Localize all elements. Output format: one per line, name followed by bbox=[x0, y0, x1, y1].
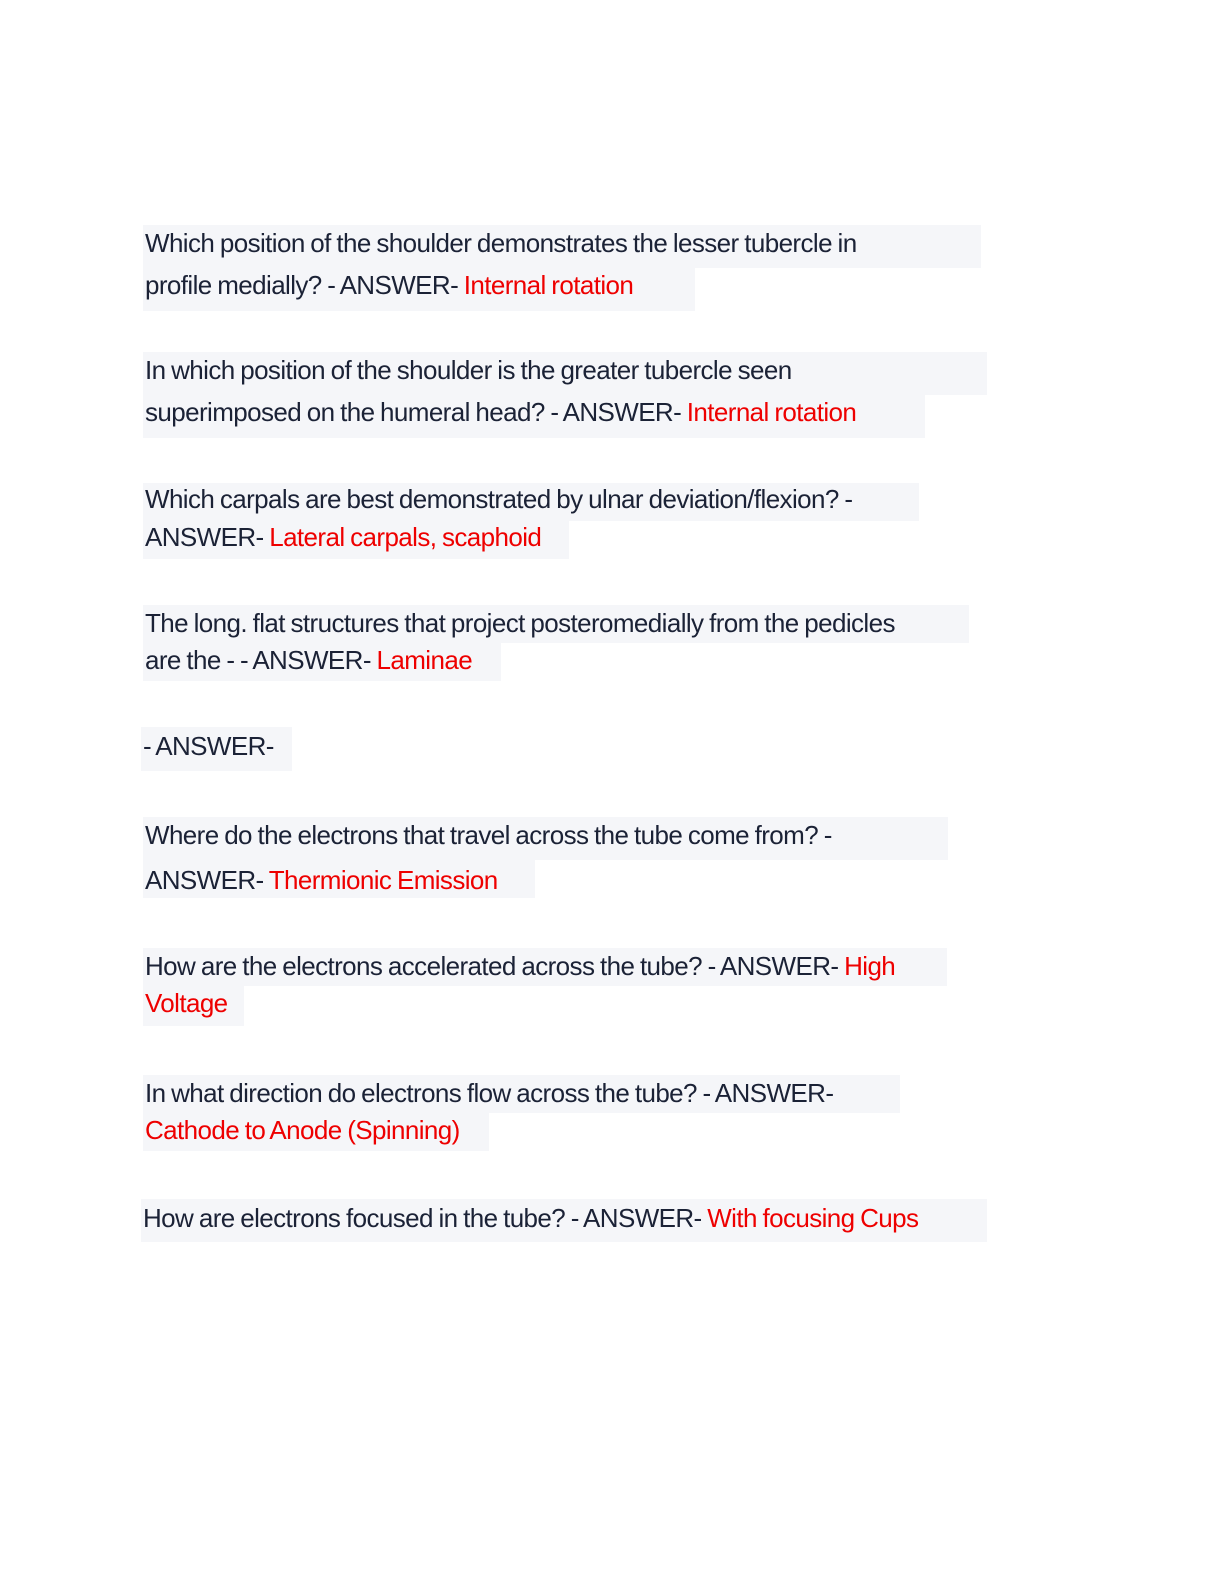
question-line bbox=[143, 268, 695, 311]
answer-text: Cathode to Anode (Spinning) bbox=[145, 1115, 460, 1145]
question-line bbox=[143, 1113, 489, 1151]
question-text: In which position of the shoulder is the greater tubercle seen bbox=[145, 355, 792, 385]
question-text: Where do the electrons that travel across the tube come from? - bbox=[145, 820, 832, 850]
question-text: How are electrons focused in the tube? - bbox=[143, 1203, 579, 1233]
question-text: superimposed on the humeral head? - bbox=[145, 397, 559, 427]
question-line bbox=[143, 860, 535, 898]
question-line bbox=[143, 948, 947, 986]
question-line bbox=[141, 727, 292, 771]
question-line bbox=[141, 1199, 987, 1242]
answer-text: Voltage bbox=[145, 988, 228, 1018]
answer-text: Lateral carpals, scaphoid bbox=[269, 522, 542, 552]
question-text: profile medially? - bbox=[145, 270, 336, 300]
answer-label: ANSWER- bbox=[155, 731, 274, 761]
question-text: The long. flat structures that project posteromedially from the pedicles bbox=[145, 608, 895, 638]
answer-label: ANSWER- bbox=[714, 1078, 834, 1108]
answer-text: Laminae bbox=[376, 645, 473, 675]
question-text: are the - - bbox=[145, 645, 249, 675]
answer-text: Internal rotation bbox=[463, 270, 634, 300]
answer-label: ANSWER- bbox=[583, 1203, 702, 1233]
answer-label: ANSWER- bbox=[562, 397, 682, 427]
answer-label: ANSWER- bbox=[719, 951, 839, 981]
question-text: How are the electrons accelerated across the tube? - bbox=[145, 951, 716, 981]
question-line bbox=[143, 605, 969, 643]
question-text: - bbox=[143, 731, 152, 761]
question-line bbox=[143, 225, 981, 268]
question-line bbox=[143, 352, 987, 395]
answer-label: ANSWER- bbox=[145, 522, 264, 552]
question-text: Which carpals are best demonstrated by ulnar deviation/flexion? - bbox=[145, 484, 853, 514]
answer-text: Thermionic Emission bbox=[268, 865, 498, 895]
answer-text: With focusing Cups bbox=[707, 1203, 919, 1233]
answer-label: ANSWER- bbox=[252, 645, 371, 675]
question-line bbox=[143, 521, 569, 559]
question-line bbox=[143, 395, 925, 438]
answer-label: ANSWER- bbox=[145, 865, 264, 895]
question-line bbox=[143, 817, 948, 860]
question-line bbox=[143, 483, 919, 521]
question-line bbox=[143, 1075, 900, 1113]
answer-text: Internal rotation bbox=[686, 397, 857, 427]
question-line bbox=[143, 986, 244, 1026]
answer-text: High bbox=[844, 951, 896, 981]
question-text: In what direction do electrons flow across the tube? - bbox=[145, 1078, 711, 1108]
question-text: Which position of the shoulder demonstrates the lesser tubercle in bbox=[145, 228, 857, 258]
answer-label: ANSWER- bbox=[339, 270, 459, 300]
question-line bbox=[143, 643, 501, 681]
